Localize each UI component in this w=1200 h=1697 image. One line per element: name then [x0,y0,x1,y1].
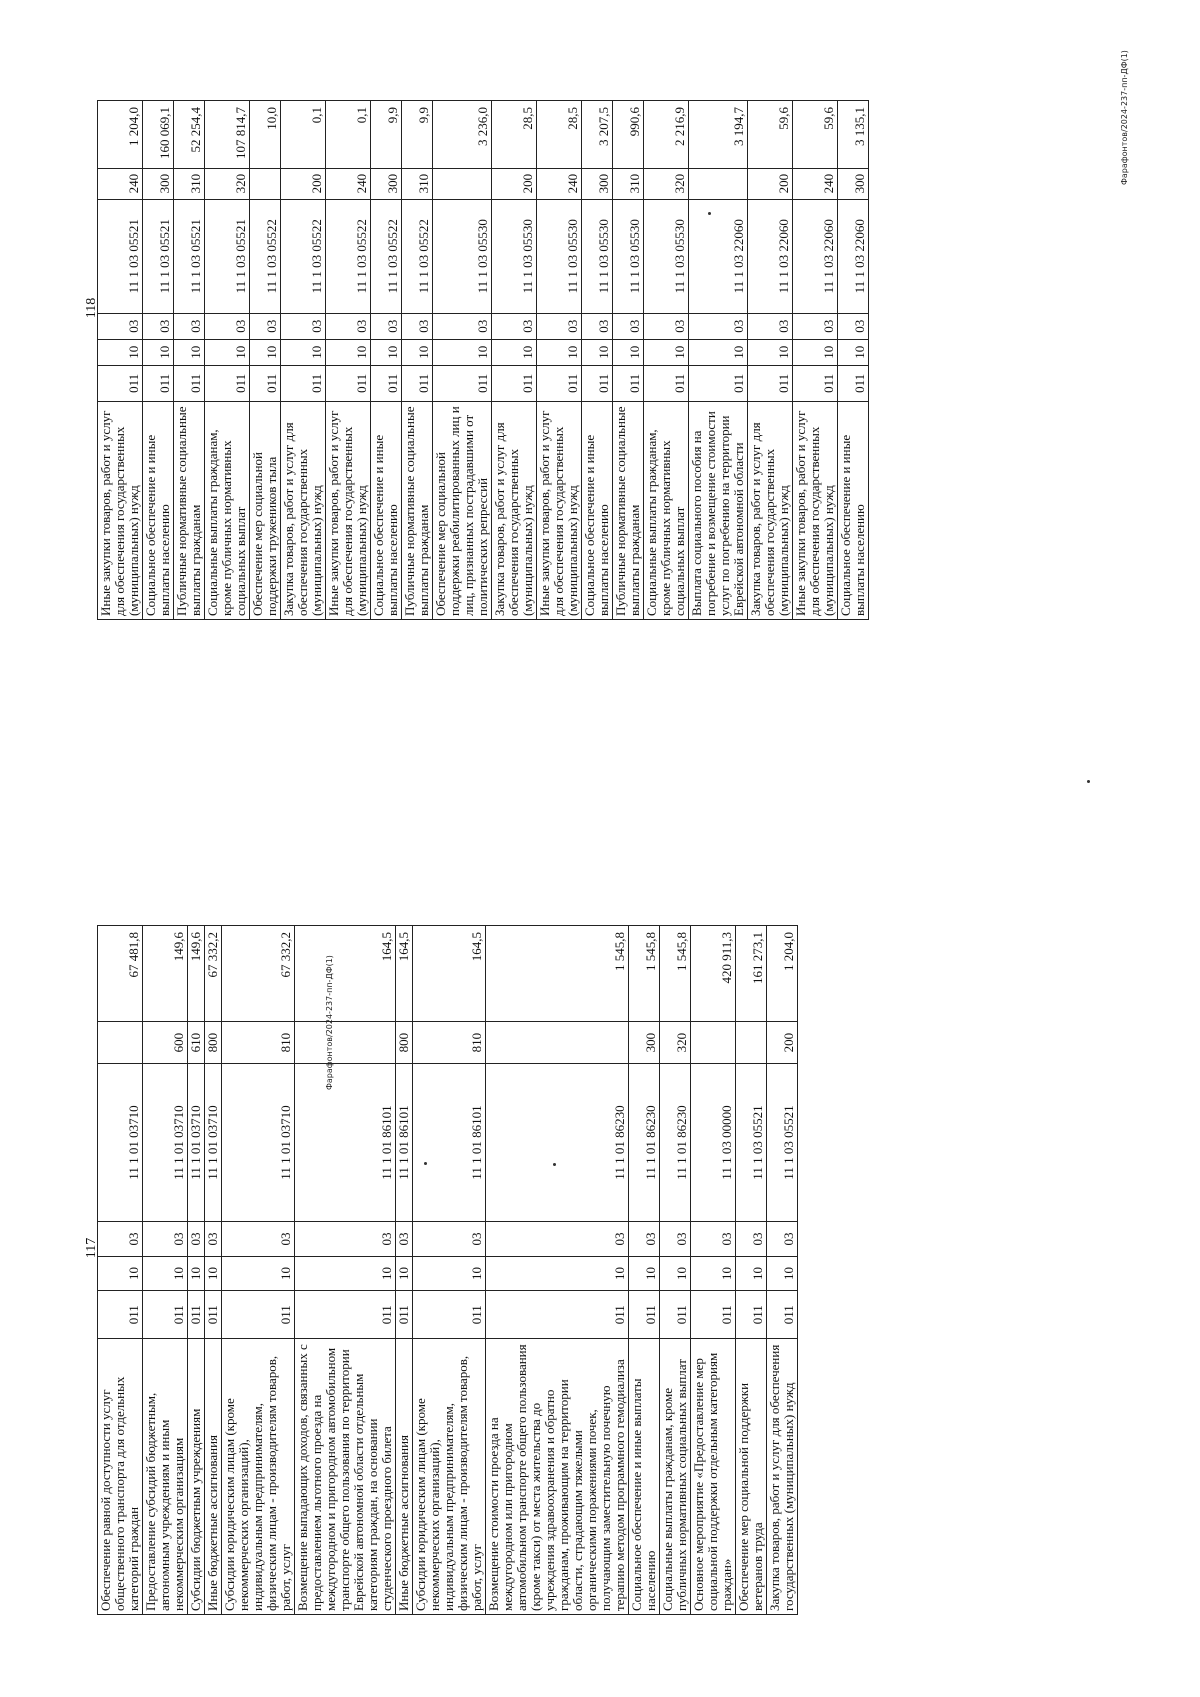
row-rz-cell: 10 [748,339,793,365]
row-pr-cell: 03 [281,313,326,339]
row-gr-cell: 011 [433,365,492,401]
row-amount-cell: 59,6 [748,101,793,169]
row-vr-cell: 300 [582,168,613,199]
row-gr-cell: 011 [537,365,582,401]
row-name-cell: Основное мероприятие «Предоставление мер социальной поддержки отдельным категориям граждан» [691,1339,736,1615]
row-pr-cell: 03 [250,313,281,339]
row-pr-cell: 03 [222,1222,295,1256]
row-vr-cell: 310 [174,168,205,199]
table-row [205,101,250,620]
row-pr-cell: 03 [98,1222,143,1256]
table-row [174,101,205,620]
row-name-cell: Социальное обеспечение и иные выплаты населению [582,402,613,620]
row-vr-cell [295,1022,396,1063]
table-row [222,926,295,1615]
table-row [143,101,174,620]
row-rz-cell: 10 [736,1256,767,1290]
row-vr-cell: 240 [537,168,582,199]
row-vr-cell: 600 [143,1022,188,1063]
row-csr-cell: 11 1 03 05521 [143,199,174,313]
row-amount-cell: 420 911,3 [691,926,736,1023]
row-rz-cell: 10 [98,1256,143,1290]
row-pr-cell: 03 [402,313,433,339]
scan-speck [708,212,711,215]
row-rz-cell: 10 [582,339,613,365]
row-vr-cell: 310 [402,168,433,199]
row-rz-cell: 10 [660,1256,691,1290]
row-csr-cell: 11 1 01 03710 [143,1063,188,1221]
row-gr-cell: 011 [689,365,748,401]
row-pr-cell: 03 [188,1222,205,1256]
row-csr-cell: 11 1 03 05530 [613,199,644,313]
row-amount-cell: 107 814,7 [205,101,250,169]
row-csr-cell: 11 1 01 86101 [413,1063,486,1221]
row-gr-cell: 011 [748,365,793,401]
right-page-number: 118 [84,297,100,319]
row-vr-cell: 240 [98,168,143,199]
row-gr-cell: 011 [98,1291,143,1339]
row-csr-cell: 11 1 03 22060 [793,199,838,313]
row-name-cell: Возмещение выпадающих доходов, связанных с предоставлением льготного проезда на междугородном и пригородном автомобильном транспорте общего пользования по территории Еврейской автономной области отдельным категориям граждан, на основании студенческого проездного билета [295,1339,396,1615]
row-rz-cell: 10 [689,339,748,365]
row-name-cell: Социальное обеспечение и иные выплаты населению [143,402,174,620]
row-rz-cell: 10 [98,339,143,365]
left-budget-table [97,925,798,1615]
row-csr-cell: 11 1 01 03710 [188,1063,205,1221]
row-csr-cell: 11 1 03 05521 [767,1063,798,1221]
row-name-cell: Иные закупки товаров, работ и услуг для обеспечения государственных (муниципальных) нужд [537,402,582,620]
row-pr-cell: 03 [582,313,613,339]
row-vr-cell: 300 [838,168,869,199]
row-vr-cell [689,168,748,199]
scan-speck [1087,780,1090,783]
row-csr-cell: 11 1 03 05530 [433,199,492,313]
row-vr-cell: 200 [492,168,537,199]
row-vr-cell: 810 [222,1022,295,1063]
row-rz-cell: 10 [402,339,433,365]
row-csr-cell: 11 1 01 03710 [205,1063,222,1221]
right-page-table-container [97,100,1187,620]
table-row [748,101,793,620]
row-name-cell: Иные закупки товаров, работ и услуг для обеспечения государственных (муниципальных) нужд [98,402,143,620]
table-row [98,926,143,1615]
row-amount-cell: 161 273,1 [736,926,767,1023]
row-gr-cell: 011 [174,365,205,401]
row-name-cell: Возмещение стоимости проезда на междугородном или пригородном автомобильном транспорте общего пользования (кроме такси) от места жительства до учреждения здравоохранения и обратно гражданам, проживающим на территории области, страдающим тяжелыми органическими поражениями почек, получающим заместительную почечную терапию методом программного гемодиализа [486,1339,629,1615]
row-pr-cell: 03 [433,313,492,339]
table-row [143,926,188,1615]
row-rz-cell: 10 [486,1256,629,1290]
row-pr-cell: 03 [205,313,250,339]
row-pr-cell: 03 [691,1222,736,1256]
row-vr-cell: 300 [629,1022,660,1063]
table-row [98,101,143,620]
row-csr-cell: 11 1 03 05522 [281,199,326,313]
row-name-cell: Публичные нормативные социальные выплаты гражданам [613,402,644,620]
row-gr-cell: 011 [281,365,326,401]
row-name-cell: Социальные выплаты гражданам, кроме публичных нормативных социальных выплат [205,402,250,620]
row-amount-cell: 2 216,9 [644,101,689,169]
row-csr-cell: 11 1 03 05522 [371,199,402,313]
row-csr-cell: 11 1 03 05521 [736,1063,767,1221]
row-rz-cell: 10 [691,1256,736,1290]
row-rz-cell: 10 [767,1256,798,1290]
left-page-number: 117 [84,1237,100,1259]
table-row [629,926,660,1615]
row-gr-cell: 011 [691,1291,736,1339]
row-name-cell: Иные бюджетные ассигнования [396,1339,413,1615]
row-rz-cell: 10 [143,339,174,365]
row-gr-cell: 011 [767,1291,798,1339]
table-row [689,101,748,620]
row-rz-cell: 10 [188,1256,205,1290]
row-rz-cell: 10 [492,339,537,365]
row-name-cell: Закупка товаров, работ и услуг для обеспечения государственных (муниципальных) нужд [767,1339,798,1615]
table-row [413,926,486,1615]
row-gr-cell: 011 [736,1291,767,1339]
row-vr-cell: 800 [396,1022,413,1063]
table-row [486,926,629,1615]
row-amount-cell: 9,9 [371,101,402,169]
table-row [205,926,222,1615]
row-amount-cell: 1 545,8 [629,926,660,1023]
row-amount-cell: 67 332,2 [205,926,222,1023]
row-pr-cell: 03 [413,1222,486,1256]
table-row [838,101,869,620]
row-csr-cell: 11 1 03 05530 [537,199,582,313]
row-gr-cell: 011 [250,365,281,401]
row-name-cell: Социальное обеспечение и иные выплаты населению [838,402,869,620]
row-gr-cell: 011 [838,365,869,401]
table-row [793,101,838,620]
row-amount-cell: 164,5 [295,926,396,1023]
table-row [691,926,736,1615]
row-amount-cell: 67 481,8 [98,926,143,1023]
row-amount-cell: 67 332,2 [222,926,295,1023]
row-gr-cell: 011 [402,365,433,401]
row-name-cell: Закупка товаров, работ и услуг для обеспечения государственных (муниципальных) нужд [281,402,326,620]
row-rz-cell: 10 [396,1256,413,1290]
row-vr-cell: 240 [326,168,371,199]
row-csr-cell: 11 1 03 22060 [838,199,869,313]
row-pr-cell: 03 [486,1222,629,1256]
table-row [582,101,613,620]
row-rz-cell: 10 [629,1256,660,1290]
row-name-cell: Закупка товаров, работ и услуг для обеспечения государственных (муниципальных) нужд [492,402,537,620]
row-name-cell: Предоставление субсидий бюджетным, автономным учреждениям и иным некоммерческим организациям [143,1339,188,1615]
table-row [371,101,402,620]
row-pr-cell: 03 [644,313,689,339]
row-pr-cell: 03 [660,1222,691,1256]
row-name-cell: Выплата социального пособия на погребение и возмещение стоимости услуг по погребению на территории Еврейской автономной области [689,402,748,620]
row-amount-cell: 28,5 [492,101,537,169]
row-gr-cell: 011 [644,365,689,401]
row-rz-cell: 10 [143,1256,188,1290]
row-vr-cell: 810 [413,1022,486,1063]
table-row [396,926,413,1615]
scan-speck [553,1163,556,1166]
table-row [767,926,798,1615]
row-amount-cell: 1 545,8 [660,926,691,1023]
row-amount-cell: 1 204,0 [98,101,143,169]
row-name-cell: Иные закупки товаров, работ и услуг для обеспечения государственных (муниципальных) нужд [793,402,838,620]
row-gr-cell: 011 [413,1291,486,1339]
row-vr-cell: 300 [371,168,402,199]
row-amount-cell: 990,6 [613,101,644,169]
left-page-table-container [97,925,796,1615]
right-budget-table [97,100,869,620]
row-vr-cell [433,168,492,199]
row-vr-cell: 240 [793,168,838,199]
row-vr-cell: 800 [205,1022,222,1063]
row-rz-cell: 10 [205,339,250,365]
row-name-cell: Закупка товаров, работ и услуг для обеспечения государственных (муниципальных) нужд [748,402,793,620]
row-pr-cell: 03 [143,313,174,339]
row-pr-cell: 03 [767,1222,798,1256]
row-rz-cell: 10 [205,1256,222,1290]
row-gr-cell: 011 [396,1291,413,1339]
row-pr-cell: 03 [143,1222,188,1256]
row-name-cell: Иные бюджетные ассигнования [205,1339,222,1615]
row-pr-cell: 03 [174,313,205,339]
row-vr-cell [736,1022,767,1063]
row-rz-cell: 10 [838,339,869,365]
row-csr-cell: 11 1 03 22060 [689,199,748,313]
row-amount-cell: 0,1 [281,101,326,169]
row-amount-cell: 164,5 [413,926,486,1023]
table-row [660,926,691,1615]
table-row [402,101,433,620]
row-rz-cell: 10 [174,339,205,365]
row-pr-cell: 03 [295,1222,396,1256]
row-name-cell: Обеспечение мер социальной поддержки ветеранов труда [736,1339,767,1615]
row-amount-cell: 59,6 [793,101,838,169]
row-name-cell: Социальные выплаты гражданам, кроме публичных нормативных социальных выплат [660,1339,691,1615]
row-vr-cell [250,168,281,199]
row-amount-cell: 149,6 [143,926,188,1023]
row-csr-cell: 11 1 01 86230 [629,1063,660,1221]
row-csr-cell: 11 1 01 86101 [396,1063,413,1221]
row-name-cell: Иные закупки товаров, работ и услуг для обеспечения государственных (муниципальных) нужд [326,402,371,620]
row-amount-cell: 1 545,8 [486,926,629,1023]
row-csr-cell: 11 1 01 03710 [98,1063,143,1221]
table-row [295,926,396,1615]
row-pr-cell: 03 [838,313,869,339]
row-gr-cell: 011 [629,1291,660,1339]
row-vr-cell: 200 [767,1022,798,1063]
table-row [644,101,689,620]
row-pr-cell: 03 [748,313,793,339]
row-csr-cell: 11 1 03 05522 [402,199,433,313]
row-name-cell: Публичные нормативные социальные выплаты гражданам [174,402,205,620]
row-rz-cell: 10 [537,339,582,365]
row-rz-cell: 10 [433,339,492,365]
row-gr-cell: 011 [98,365,143,401]
row-csr-cell: 11 1 03 05521 [174,199,205,313]
table-row [537,101,582,620]
table-row [433,101,492,620]
row-name-cell: Социальное обеспечение и иные выплаты населению [371,402,402,620]
row-vr-cell: 300 [143,168,174,199]
row-pr-cell: 03 [736,1222,767,1256]
row-csr-cell: 11 1 01 86230 [660,1063,691,1221]
row-name-cell: Субсидии бюджетным учреждениям [188,1339,205,1615]
row-gr-cell: 011 [793,365,838,401]
row-gr-cell: 011 [222,1291,295,1339]
table-row [188,926,205,1615]
row-gr-cell: 011 [660,1291,691,1339]
row-csr-cell: 11 1 03 05530 [644,199,689,313]
row-gr-cell: 011 [205,1291,222,1339]
row-name-cell: Обеспечение мер социальной поддержки реабилитированных лиц и лиц, признанных пострадавшими от политических репрессий [433,402,492,620]
row-csr-cell: 11 1 01 86230 [486,1063,629,1221]
row-csr-cell: 11 1 01 03710 [222,1063,295,1221]
row-pr-cell: 03 [396,1222,413,1256]
row-rz-cell: 10 [613,339,644,365]
row-rz-cell: 10 [295,1256,396,1290]
row-vr-cell: 320 [660,1022,691,1063]
row-csr-cell: 11 1 03 05521 [98,199,143,313]
row-pr-cell: 03 [793,313,838,339]
row-pr-cell: 03 [371,313,402,339]
row-rz-cell: 10 [326,339,371,365]
row-amount-cell: 160 069,1 [143,101,174,169]
row-pr-cell: 03 [689,313,748,339]
row-amount-cell: 3 135,1 [838,101,869,169]
row-vr-cell: 320 [644,168,689,199]
row-gr-cell: 011 [295,1291,396,1339]
row-amount-cell: 3 207,5 [582,101,613,169]
row-pr-cell: 03 [537,313,582,339]
row-amount-cell: 164,5 [396,926,413,1023]
row-rz-cell: 10 [222,1256,295,1290]
row-name-cell: Социальные выплаты гражданам, кроме публичных нормативных социальных выплат [644,402,689,620]
table-row [250,101,281,620]
row-vr-cell: 610 [188,1022,205,1063]
row-name-cell: Обеспечение равной доступности услуг общественного транспорта для отдельных категорий граждан [98,1339,143,1615]
row-gr-cell: 011 [143,1291,188,1339]
row-csr-cell: 11 1 03 22060 [748,199,793,313]
row-pr-cell: 03 [326,313,371,339]
row-name-cell: Публичные нормативные социальные выплаты гражданам [402,402,433,620]
row-name-cell: Субсидии юридическим лицам (кроме некоммерческих организаций), индивидуальным предпринимателям, физическим лицам - производителям товаров, работ, услуг [413,1339,486,1615]
row-gr-cell: 011 [582,365,613,401]
row-gr-cell: 011 [486,1291,629,1339]
row-pr-cell: 03 [613,313,644,339]
row-amount-cell: 28,5 [537,101,582,169]
row-rz-cell: 10 [281,339,326,365]
row-name-cell: Обеспечение мер социальной поддержки тружеников тыла [250,402,281,620]
row-csr-cell: 11 1 03 05530 [492,199,537,313]
row-vr-cell: 310 [613,168,644,199]
row-vr-cell: 320 [205,168,250,199]
right-page-footer: Фарафонтов/2024-237-пп-ДФ(1) [1120,50,1129,185]
table-row [492,101,537,620]
row-vr-cell [486,1022,629,1063]
row-gr-cell: 011 [326,365,371,401]
row-vr-cell: 200 [281,168,326,199]
left-page-footer: Фарафонтов/2024-237-пп-ДФ(1) [325,955,334,1090]
row-amount-cell: 9,9 [402,101,433,169]
row-rz-cell: 10 [644,339,689,365]
row-pr-cell: 03 [629,1222,660,1256]
row-csr-cell: 11 1 01 86101 [295,1063,396,1221]
row-name-cell: Субсидии юридическим лицам (кроме некоммерческих организаций), индивидуальным предпринимателям, физическим лицам - производителям товаров, работ, услуг [222,1339,295,1615]
table-row [613,101,644,620]
row-amount-cell: 1 204,0 [767,926,798,1023]
table-row [281,101,326,620]
row-amount-cell: 10,0 [250,101,281,169]
scan-speck [424,1162,427,1165]
table-row [736,926,767,1615]
row-amount-cell: 3 194,7 [689,101,748,169]
row-csr-cell: 11 1 03 05522 [250,199,281,313]
row-gr-cell: 011 [492,365,537,401]
row-amount-cell: 3 236,0 [433,101,492,169]
row-gr-cell: 011 [143,365,174,401]
row-name-cell: Социальное обеспечение и иные выплаты населению [629,1339,660,1615]
row-gr-cell: 011 [205,365,250,401]
row-rz-cell: 10 [250,339,281,365]
row-rz-cell: 10 [793,339,838,365]
table-row [326,101,371,620]
row-amount-cell: 0,1 [326,101,371,169]
row-gr-cell: 011 [613,365,644,401]
row-csr-cell: 11 1 03 00000 [691,1063,736,1221]
row-vr-cell [691,1022,736,1063]
row-pr-cell: 03 [492,313,537,339]
row-pr-cell: 03 [205,1222,222,1256]
row-csr-cell: 11 1 03 05530 [582,199,613,313]
row-rz-cell: 10 [413,1256,486,1290]
row-gr-cell: 011 [371,365,402,401]
row-vr-cell: 200 [748,168,793,199]
row-vr-cell [98,1022,143,1063]
row-rz-cell: 10 [371,339,402,365]
row-pr-cell: 03 [98,313,143,339]
row-amount-cell: 52 254,4 [174,101,205,169]
row-csr-cell: 11 1 03 05522 [326,199,371,313]
row-gr-cell: 011 [188,1291,205,1339]
row-amount-cell: 149,6 [188,926,205,1023]
row-csr-cell: 11 1 03 05521 [205,199,250,313]
